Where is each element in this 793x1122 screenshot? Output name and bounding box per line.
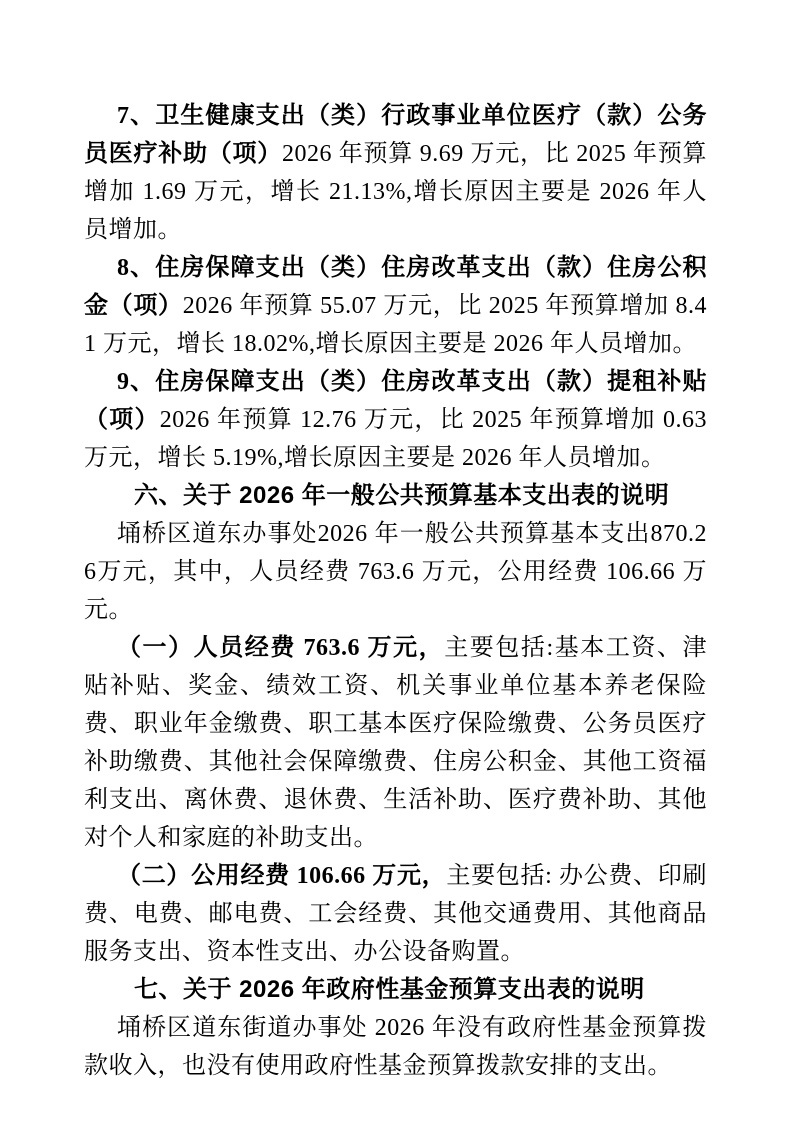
personnel-expense-bold-title: （一）人员经费 763.6 万元， (117, 635, 445, 661)
section-7-heading: 七、关于 2026 年政府性基金预算支出表的说明 (134, 976, 645, 1003)
section-6-heading: 六、关于 2026 年一般公共预算基本支出表的说明 (134, 482, 670, 509)
item-7-bold-title: 7、卫生健康支出（类）行政事业单位医疗（款）公务员医疗补助（项） (84, 103, 707, 167)
item-8-bold-title: 8、住房保障支出（类）住房改革支出（款）住房公积金（项） (84, 255, 707, 319)
item-8-body-text: 2026 年预算 55.07 万元，比 2025 年预算增加 8.41 万元，增长 18.02%,增长原因主要是 2026 年人员增加。 (84, 293, 708, 357)
personnel-expense-paragraph (84, 629, 707, 857)
item-9-bold-title: 9、住房保障支出（类）住房改革支出（款）提租补贴（项） (84, 369, 707, 433)
section-6-intro-paragraph (84, 515, 707, 629)
section-7-body-text: 埇桥区道东街道办事处 2026 年没有政府性基金预算拨款收入，也没有使用政府性基金预算拨款安排的支出。 (84, 1015, 707, 1079)
public-expense-bold-title: （二）公用经费 106.66 万元， (117, 863, 447, 889)
personnel-expense-body-text: 主要包括:基本工资、津贴补贴、奖金、绩效工资、机关事业单位基本养老保险费、职业年金缴费、职工基本医疗保险缴费、公务员医疗补助缴费、其他社会保障缴费、住房公积金、其他工资福利支出、离休费、退休费、生活补助、医疗费补助、其他对个人和家庭的补助支出。 (84, 635, 708, 851)
item-9-body-text: 2026 年预算 12.76 万元，比 2025 年预算增加 0.63 万元，增长 5.19%,增长原因主要是 2026 年人员增加。 (84, 407, 708, 471)
paragraph-item-7-health-expenditure (84, 97, 707, 249)
item-7-body-text: 2026 年预算 9.69 万元，比 2025 年预算增加 1.69 万元，增长 21.13%,增长原因主要是 2026 年人员增加。 (84, 141, 707, 243)
section-7-body-paragraph (84, 1009, 707, 1085)
public-expense-body-text: 主要包括: 办公费、印刷费、电费、邮电费、工会经费、其他交通费用、其他商品服务支出、资本性支出、办公设备购置。 (84, 863, 708, 965)
paragraph-item-9-rent-subsidy (84, 363, 707, 477)
paragraph-item-8-housing-fund (84, 249, 707, 363)
section-6-intro-text: 埇桥区道东办事处2026 年一般公共预算基本支出870.26万元，其中，人员经费 763.6 万元，公用经费 106.66 万元。 (84, 521, 707, 623)
public-expense-paragraph (84, 857, 707, 971)
